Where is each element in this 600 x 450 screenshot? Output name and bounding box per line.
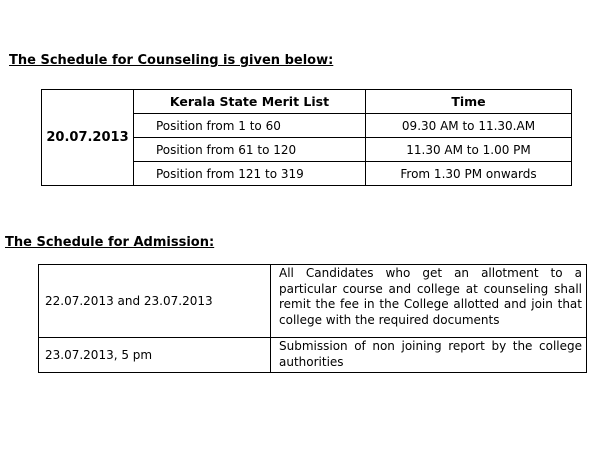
admission-heading: The Schedule for Admission: bbox=[5, 235, 215, 250]
admission-description: Submission of non joining report by the college authorities bbox=[271, 338, 587, 373]
admission-schedule-table bbox=[38, 264, 587, 373]
admission-date: 23.07.2013, 5 pm bbox=[39, 338, 271, 373]
time-slot: From 1.30 PM onwards bbox=[366, 162, 572, 186]
position-range: Position from 1 to 60 bbox=[134, 114, 366, 138]
position-range: Position from 61 to 120 bbox=[134, 138, 366, 162]
time-slot: 09.30 AM to 11.30.AM bbox=[366, 114, 572, 138]
counseling-schedule-table bbox=[41, 89, 572, 186]
admission-date: 22.07.2013 and 23.07.2013 bbox=[39, 265, 271, 338]
time-header: Time bbox=[366, 90, 572, 114]
admission-description: All Candidates who get an allotment to a particular course and college at counseling shall remit the fee in the College allotted and join that college with the required documents bbox=[271, 265, 587, 338]
time-slot: 11.30 AM to 1.00 PM bbox=[366, 138, 572, 162]
merit-list-header: Kerala State Merit List bbox=[134, 90, 366, 114]
table-row bbox=[39, 265, 587, 338]
table-header-row bbox=[42, 90, 572, 114]
counseling-date: 20.07.2013 bbox=[42, 90, 134, 186]
position-range: Position from 121 to 319 bbox=[134, 162, 366, 186]
counseling-heading: The Schedule for Counseling is given below: bbox=[9, 53, 334, 68]
table-row bbox=[39, 338, 587, 373]
